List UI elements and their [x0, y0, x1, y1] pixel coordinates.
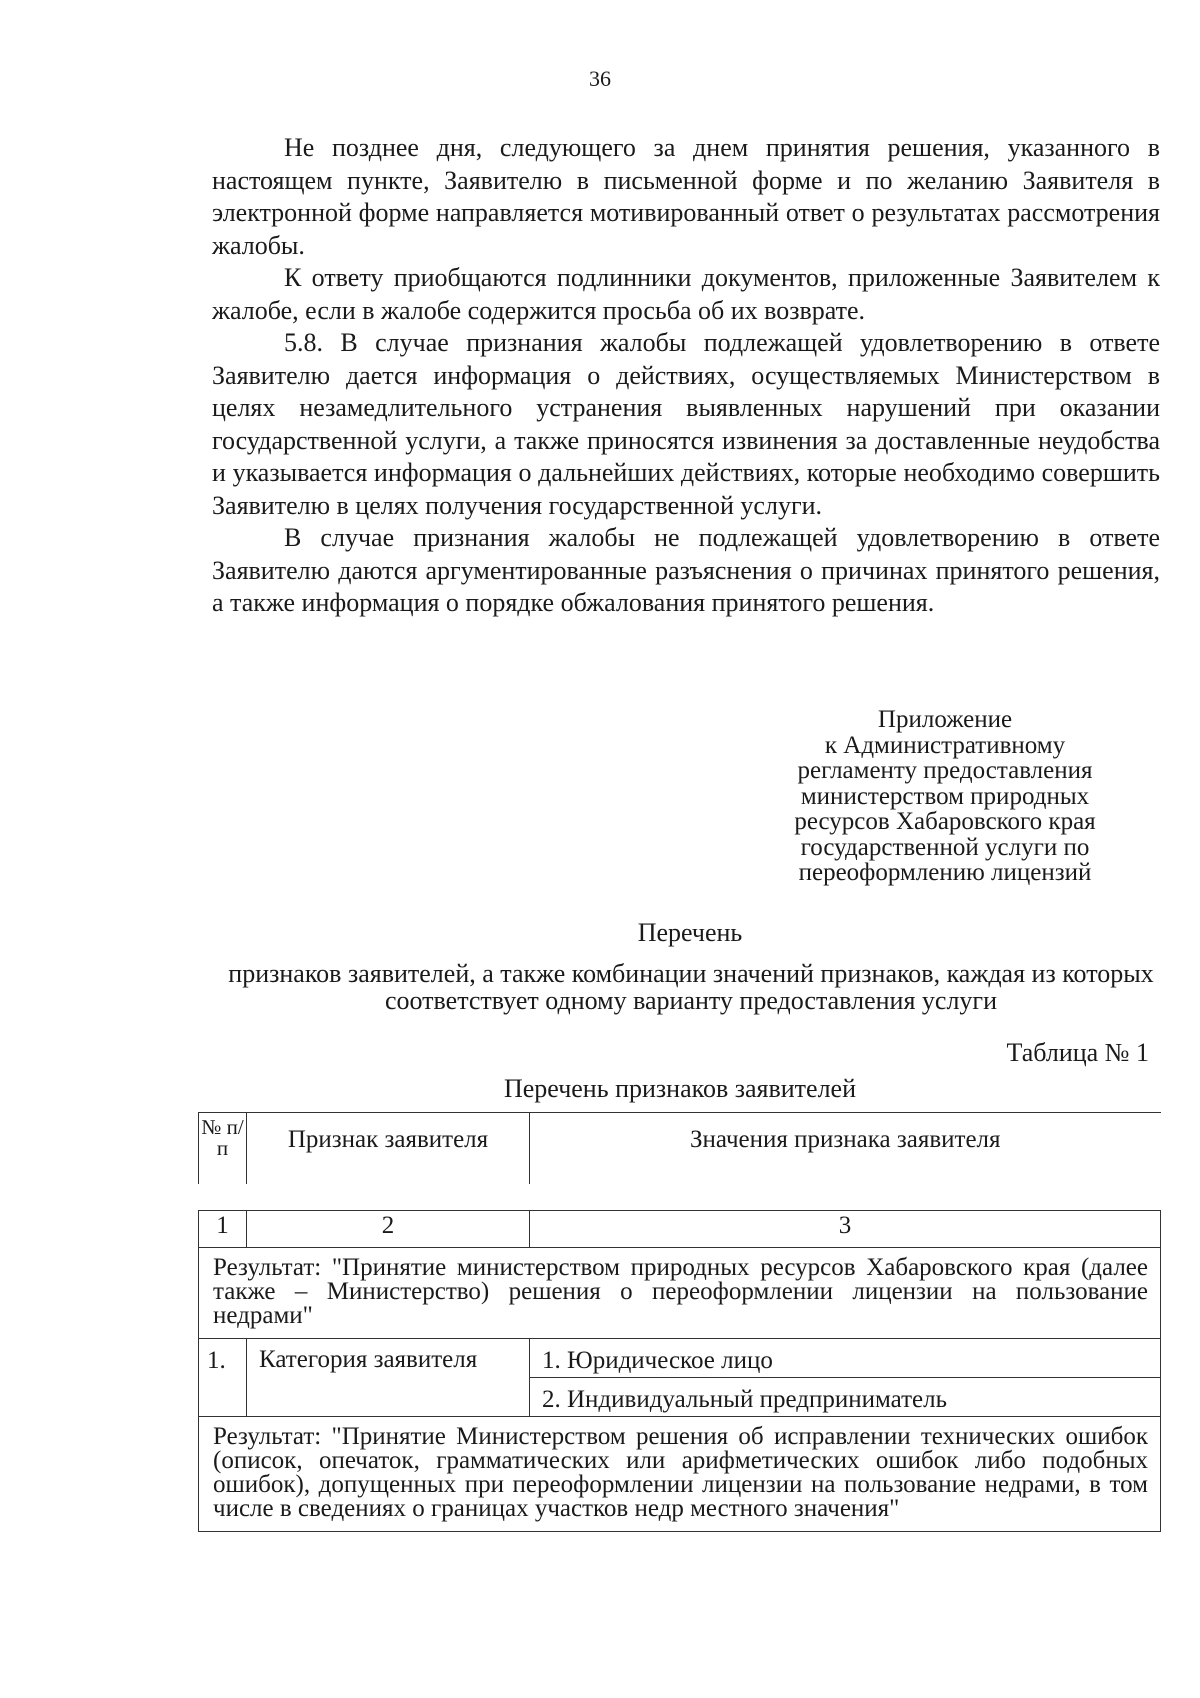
table-cell: Категория заявителя [247, 1339, 530, 1417]
table-label: Таблица № 1 [1006, 1038, 1149, 1067]
table-cell: 1. Юридическое лицо [530, 1339, 1161, 1378]
attributes-table [198, 1210, 1161, 1532]
appendix-line: Приложение [877, 706, 1013, 733]
table-cell: 1 [199, 1211, 247, 1248]
header-row [199, 1113, 1161, 1185]
table-header [198, 1112, 1161, 1184]
page-number: 36 [589, 66, 611, 91]
body-text [212, 132, 1160, 620]
appendix-line: ресурсов Хабаровского края [794, 808, 1096, 835]
paragraph: В случае признания жалобы не подлежащей удовлетворению в ответе Заявителю даются аргументированные разъяснения о причинах принятого решения, а также информация о порядке обжалования принятого решения. [212, 523, 1160, 617]
table-row [199, 1211, 1161, 1248]
paragraph: К ответу приобщаются подлинники документов, приложенные Заявителем к жалобе, если в жалобе содержится просьба об их возврате. [212, 263, 1160, 325]
result-cell: Результат: "Принятие министерством природных ресурсов Хабаровского края (далее также – Министерство) решения о переоформлении лицензии на пользование недрами" [199, 1248, 1161, 1339]
list-subtitle: признаков заявителей, а также комбинации значений признаков, каждая из которых соответствует одному варианту предоставления услуги [228, 959, 1154, 1015]
appendix-line: государственной услуги по [800, 833, 1090, 861]
result-cell: Результат: "Принятие Министерством решения об исправлении технических ошибок (описок, опечаток, грамматических или арифметических ошибок либо подобных ошибок), допущенных при переоформлении лицензии на пользование недрами, в том числе в сведениях о границах участков недр местного значения" [199, 1417, 1161, 1532]
paragraph: 5.8. В случае признания жалобы подлежащей удовлетворению в ответе Заявителю дается информация о действиях, осуществляемых Министерством в целях незамедлительного устранения выявленных нарушений при оказании государственной услуги, а также приносятся извинения за доставленные неудобства и указывается информация о дальнейших действиях, которые необходимо совершить Заявителю в целях получения государственной услуги. [212, 328, 1160, 520]
paragraph: Не позднее дня, следующего за днем принятия решения, указанного в настоящем пункте, Заявителю в письменной форме и по желанию Заявителя в электронной форме направляется мотивированный ответ о результатах рассмотрения жалобы. [212, 133, 1160, 260]
table-cell: 3 [530, 1211, 1161, 1248]
appendix-line: министерством природных [800, 782, 1090, 810]
table-cell: 2. Индивидуальный предприниматель [530, 1378, 1161, 1417]
table-caption: Перечень признаков заявителей [503, 1074, 857, 1103]
appendix-line: переоформлению лицензий [798, 859, 1092, 886]
table-cell: 1. [199, 1339, 247, 1417]
header-attribute-cell: Признак заявителя [247, 1113, 530, 1185]
table-row [199, 1417, 1161, 1532]
appendix-line: к Административному [824, 731, 1066, 759]
appendix-block [770, 707, 1120, 886]
header-values-cell: Значения признака заявителя [530, 1113, 1161, 1185]
table-cell: 2 [247, 1211, 530, 1248]
list-title: Перечень [637, 918, 743, 947]
table-row [199, 1339, 1161, 1378]
header-num-cell: № п/п [199, 1113, 247, 1185]
appendix-line: регламенту предоставления [797, 757, 1093, 784]
table-row [199, 1248, 1161, 1339]
